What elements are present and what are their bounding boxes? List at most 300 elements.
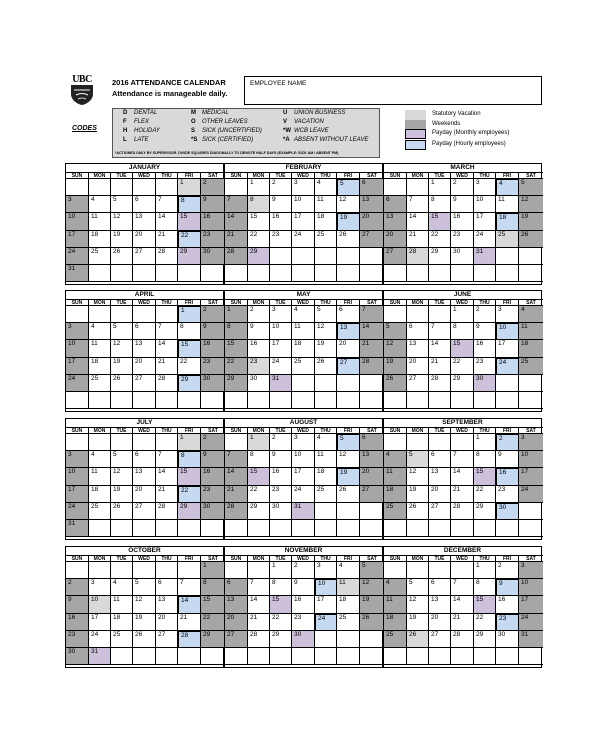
day-cell[interactable]: 4 [496,179,519,196]
day-cell[interactable]: 1 [429,179,451,196]
day-cell[interactable]: 24 [270,358,292,375]
day-cell[interactable]: 21 [178,614,201,631]
day-cell[interactable]: 1 [248,179,270,196]
day-cell[interactable]: 14 [225,213,248,230]
day-cell[interactable]: 24 [519,486,543,503]
day-cell[interactable]: 21 [225,231,248,248]
day-cell[interactable]: 1 [451,306,474,323]
day-cell[interactable]: 14 [407,213,429,230]
day-cell[interactable]: 28 [178,631,201,648]
day-cell[interactable]: 1 [178,179,201,196]
day-cell[interactable]: 13 [133,468,156,485]
day-cell[interactable]: 30 [496,503,519,520]
day-cell[interactable]: 3 [66,323,89,340]
day-cell[interactable]: 4 [519,306,543,323]
day-cell[interactable]: 12 [407,468,429,485]
day-cell[interactable]: 23 [496,486,519,503]
day-cell[interactable]: 2 [474,306,496,323]
day-cell[interactable]: 2 [292,562,315,579]
day-cell[interactable]: 2 [248,306,270,323]
day-cell[interactable]: 9 [248,323,270,340]
day-cell[interactable]: 10 [270,323,292,340]
day-cell[interactable]: 8 [248,451,270,468]
day-cell[interactable]: 23 [66,631,89,648]
day-cell[interactable]: 30 [201,503,225,520]
day-cell[interactable]: 11 [89,340,111,357]
day-cell[interactable]: 9 [270,451,292,468]
day-cell[interactable]: 22 [270,614,292,631]
day-cell[interactable]: 13 [407,340,429,357]
day-cell[interactable]: 12 [315,323,337,340]
day-cell[interactable]: 18 [89,486,111,503]
day-cell[interactable]: 18 [292,340,315,357]
day-cell[interactable]: 11 [111,596,133,613]
day-cell[interactable]: 30 [248,375,270,392]
day-cell[interactable]: 12 [337,451,360,468]
day-cell[interactable]: 11 [519,323,543,340]
day-cell[interactable]: 18 [384,614,407,631]
day-cell[interactable]: 7 [178,579,201,596]
day-cell[interactable]: 29 [178,375,201,392]
day-cell[interactable]: 14 [451,468,474,485]
day-cell[interactable]: 1 [178,434,201,451]
day-cell[interactable]: 23 [451,231,474,248]
day-cell[interactable]: 30 [474,375,496,392]
day-cell[interactable]: 9 [66,596,89,613]
day-cell[interactable]: 5 [407,451,429,468]
day-cell[interactable]: 16 [496,596,519,613]
day-cell[interactable]: 21 [156,358,178,375]
day-cell[interactable]: 29 [248,503,270,520]
day-cell[interactable]: 4 [384,579,407,596]
day-cell[interactable]: 24 [89,631,111,648]
day-cell[interactable]: 29 [429,248,451,265]
day-cell[interactable]: 17 [474,213,496,230]
day-cell[interactable]: 20 [429,486,451,503]
day-cell[interactable]: 17 [292,213,315,230]
day-cell[interactable]: 24 [474,231,496,248]
day-cell[interactable]: 3 [292,434,315,451]
day-cell[interactable]: 27 [133,248,156,265]
day-cell[interactable]: 26 [360,614,384,631]
day-cell[interactable]: 27 [225,631,248,648]
day-cell[interactable]: 8 [451,323,474,340]
day-cell[interactable]: 30 [292,631,315,648]
day-cell[interactable]: 24 [496,358,519,375]
day-cell[interactable]: 14 [156,340,178,357]
day-cell[interactable]: 20 [360,213,384,230]
day-cell[interactable]: 21 [248,614,270,631]
day-cell[interactable]: 30 [496,631,519,648]
day-cell[interactable]: 27 [407,375,429,392]
day-cell[interactable]: 2 [451,179,474,196]
day-cell[interactable]: 22 [178,486,201,503]
day-cell[interactable]: 29 [474,503,496,520]
day-cell[interactable]: 15 [201,596,225,613]
day-cell[interactable]: 13 [429,468,451,485]
day-cell[interactable]: 15 [270,596,292,613]
day-cell[interactable]: 5 [315,306,337,323]
day-cell[interactable]: 10 [292,451,315,468]
day-cell[interactable]: 15 [178,468,201,485]
day-cell[interactable]: 17 [496,340,519,357]
day-cell[interactable]: 9 [451,196,474,213]
day-cell[interactable]: 2 [270,434,292,451]
day-cell[interactable]: 22 [201,614,225,631]
day-cell[interactable]: 31 [66,265,89,282]
day-cell[interactable]: 5 [337,179,360,196]
day-cell[interactable]: 17 [66,231,89,248]
day-cell[interactable]: 19 [111,231,133,248]
day-cell[interactable]: 26 [407,631,429,648]
day-cell[interactable]: 22 [248,231,270,248]
day-cell[interactable]: 16 [201,213,225,230]
day-cell[interactable]: 10 [66,468,89,485]
day-cell[interactable]: 18 [89,231,111,248]
day-cell[interactable]: 2 [201,306,225,323]
day-cell[interactable]: 28 [407,248,429,265]
day-cell[interactable]: 6 [337,306,360,323]
day-cell[interactable]: 24 [66,375,89,392]
day-cell[interactable]: 25 [384,631,407,648]
day-cell[interactable]: 23 [248,358,270,375]
day-cell[interactable]: 1 [270,562,292,579]
day-cell[interactable]: 19 [133,614,156,631]
day-cell[interactable]: 8 [178,451,201,468]
day-cell[interactable]: 6 [429,579,451,596]
day-cell[interactable]: 25 [89,248,111,265]
day-cell[interactable]: 16 [201,468,225,485]
day-cell[interactable]: 5 [337,434,360,451]
day-cell[interactable]: 6 [133,323,156,340]
day-cell[interactable]: 15 [451,340,474,357]
day-cell[interactable]: 26 [315,358,337,375]
day-cell[interactable]: 7 [225,196,248,213]
day-cell[interactable]: 18 [315,213,337,230]
day-cell[interactable]: 3 [496,306,519,323]
day-cell[interactable]: 10 [519,451,543,468]
day-cell[interactable]: 21 [156,486,178,503]
day-cell[interactable]: 5 [111,196,133,213]
day-cell[interactable]: 18 [315,468,337,485]
day-cell[interactable]: 19 [111,358,133,375]
day-cell[interactable]: 5 [519,179,543,196]
day-cell[interactable]: 20 [225,614,248,631]
day-cell[interactable]: 14 [429,340,451,357]
day-cell[interactable]: 12 [133,596,156,613]
day-cell[interactable]: 25 [292,358,315,375]
day-cell[interactable]: 25 [496,231,519,248]
day-cell[interactable]: 21 [360,340,384,357]
day-cell[interactable]: 27 [133,375,156,392]
day-cell[interactable]: 25 [337,614,360,631]
day-cell[interactable]: 20 [133,358,156,375]
day-cell[interactable]: 19 [384,358,407,375]
day-cell[interactable]: 13 [133,340,156,357]
day-cell[interactable]: 25 [519,358,543,375]
day-cell[interactable]: 11 [89,468,111,485]
day-cell[interactable]: 19 [407,486,429,503]
day-cell[interactable]: 9 [496,579,519,596]
day-cell[interactable]: 7 [451,579,474,596]
day-cell[interactable]: 1 [248,434,270,451]
day-cell[interactable]: 11 [384,596,407,613]
day-cell[interactable]: 8 [178,323,201,340]
day-cell[interactable]: 3 [89,579,111,596]
day-cell[interactable]: 13 [360,451,384,468]
day-cell[interactable]: 27 [384,248,407,265]
day-cell[interactable]: 27 [337,358,360,375]
day-cell[interactable]: 3 [270,306,292,323]
day-cell[interactable]: 24 [292,486,315,503]
day-cell[interactable]: 24 [519,614,543,631]
day-cell[interactable]: 9 [292,579,315,596]
day-cell[interactable]: 16 [270,468,292,485]
day-cell[interactable]: 18 [337,596,360,613]
day-cell[interactable]: 8 [474,451,496,468]
day-cell[interactable]: 21 [451,614,474,631]
day-cell[interactable]: 13 [337,323,360,340]
day-cell[interactable]: 6 [407,323,429,340]
day-cell[interactable]: 25 [384,503,407,520]
day-cell[interactable]: 26 [111,503,133,520]
day-cell[interactable]: 26 [407,503,429,520]
day-cell[interactable]: 18 [89,358,111,375]
day-cell[interactable]: 29 [248,248,270,265]
day-cell[interactable]: 30 [66,648,89,665]
day-cell[interactable]: 7 [156,196,178,213]
day-cell[interactable]: 16 [451,213,474,230]
day-cell[interactable]: 4 [337,562,360,579]
day-cell[interactable]: 10 [66,340,89,357]
day-cell[interactable]: 10 [496,323,519,340]
day-cell[interactable]: 28 [429,375,451,392]
day-cell[interactable]: 15 [474,468,496,485]
day-cell[interactable]: 6 [156,579,178,596]
day-cell[interactable]: 19 [407,614,429,631]
day-cell[interactable]: 24 [315,614,337,631]
day-cell[interactable]: 3 [292,179,315,196]
day-cell[interactable]: 9 [270,196,292,213]
day-cell[interactable]: 5 [407,579,429,596]
day-cell[interactable]: 22 [225,358,248,375]
day-cell[interactable]: 12 [519,196,543,213]
day-cell[interactable]: 28 [451,503,474,520]
day-cell[interactable]: 5 [111,323,133,340]
day-cell[interactable]: 2 [201,434,225,451]
day-cell[interactable]: 1 [201,562,225,579]
day-cell[interactable]: 30 [201,375,225,392]
day-cell[interactable]: 23 [292,614,315,631]
day-cell[interactable]: 21 [156,231,178,248]
day-cell[interactable]: 15 [248,468,270,485]
day-cell[interactable]: 7 [156,451,178,468]
day-cell[interactable]: 24 [292,231,315,248]
day-cell[interactable]: 26 [384,375,407,392]
day-cell[interactable]: 20 [337,340,360,357]
day-cell[interactable]: 26 [111,248,133,265]
day-cell[interactable]: 26 [111,375,133,392]
day-cell[interactable]: 18 [111,614,133,631]
day-cell[interactable]: 4 [89,323,111,340]
day-cell[interactable]: 28 [156,503,178,520]
day-cell[interactable]: 1 [474,434,496,451]
day-cell[interactable]: 19 [111,486,133,503]
day-cell[interactable]: 6 [225,579,248,596]
day-cell[interactable]: 26 [337,231,360,248]
day-cell[interactable]: 13 [225,596,248,613]
day-cell[interactable]: 6 [429,451,451,468]
day-cell[interactable]: 11 [292,323,315,340]
day-cell[interactable]: 22 [248,486,270,503]
day-cell[interactable]: 20 [429,614,451,631]
day-cell[interactable]: 12 [111,213,133,230]
day-cell[interactable]: 9 [201,451,225,468]
day-cell[interactable]: 12 [384,340,407,357]
day-cell[interactable]: 27 [133,503,156,520]
day-cell[interactable]: 29 [225,375,248,392]
day-cell[interactable]: 27 [360,486,384,503]
day-cell[interactable]: 2 [270,179,292,196]
day-cell[interactable]: 31 [66,520,89,537]
day-cell[interactable]: 25 [111,631,133,648]
day-cell[interactable]: 17 [270,340,292,357]
day-cell[interactable]: 14 [225,468,248,485]
day-cell[interactable]: 10 [474,196,496,213]
day-cell[interactable]: 6 [360,179,384,196]
day-cell[interactable]: 10 [315,579,337,596]
day-cell[interactable]: 23 [270,486,292,503]
day-cell[interactable]: 29 [270,631,292,648]
day-cell[interactable]: 13 [429,596,451,613]
day-cell[interactable]: 27 [360,231,384,248]
day-cell[interactable]: 8 [178,196,201,213]
day-cell[interactable]: 7 [225,451,248,468]
day-cell[interactable]: 23 [201,358,225,375]
day-cell[interactable]: 18 [519,340,543,357]
day-cell[interactable]: 13 [156,596,178,613]
day-cell[interactable]: 6 [384,196,407,213]
day-cell[interactable]: 7 [248,579,270,596]
day-cell[interactable]: 11 [496,196,519,213]
day-cell[interactable]: 18 [384,486,407,503]
day-cell[interactable]: 17 [519,468,543,485]
day-cell[interactable]: 14 [156,213,178,230]
day-cell[interactable]: 17 [519,596,543,613]
day-cell[interactable]: 16 [496,468,519,485]
day-cell[interactable]: 20 [156,614,178,631]
day-cell[interactable]: 8 [429,196,451,213]
day-cell[interactable]: 4 [315,179,337,196]
day-cell[interactable]: 14 [178,596,201,613]
day-cell[interactable]: 11 [337,579,360,596]
day-cell[interactable]: 11 [315,196,337,213]
day-cell[interactable]: 3 [315,562,337,579]
day-cell[interactable]: 4 [89,451,111,468]
day-cell[interactable]: 9 [496,451,519,468]
day-cell[interactable]: 23 [474,358,496,375]
day-cell[interactable]: 20 [360,468,384,485]
day-cell[interactable]: 31 [519,631,543,648]
day-cell[interactable]: 23 [201,486,225,503]
day-cell[interactable]: 16 [248,340,270,357]
day-cell[interactable]: 2 [496,434,519,451]
day-cell[interactable]: 16 [292,596,315,613]
day-cell[interactable]: 20 [384,231,407,248]
day-cell[interactable]: 9 [474,323,496,340]
day-cell[interactable]: 13 [384,213,407,230]
day-cell[interactable]: 23 [201,231,225,248]
day-cell[interactable]: 23 [496,614,519,631]
day-cell[interactable]: 22 [429,231,451,248]
day-cell[interactable]: 5 [133,579,156,596]
day-cell[interactable]: 8 [201,579,225,596]
day-cell[interactable]: 29 [178,503,201,520]
day-cell[interactable]: 19 [360,596,384,613]
day-cell[interactable]: 7 [156,323,178,340]
day-cell[interactable]: 31 [474,248,496,265]
day-cell[interactable]: 19 [315,340,337,357]
day-cell[interactable]: 20 [133,231,156,248]
day-cell[interactable]: 21 [451,486,474,503]
day-cell[interactable]: 26 [519,231,543,248]
day-cell[interactable]: 10 [292,196,315,213]
day-cell[interactable]: 4 [384,451,407,468]
day-cell[interactable]: 18 [496,213,519,230]
day-cell[interactable]: 28 [156,375,178,392]
day-cell[interactable]: 12 [337,196,360,213]
day-cell[interactable]: 7 [451,451,474,468]
day-cell[interactable]: 29 [201,631,225,648]
day-cell[interactable]: 6 [360,434,384,451]
day-cell[interactable]: 4 [89,196,111,213]
day-cell[interactable]: 7 [407,196,429,213]
day-cell[interactable]: 30 [451,248,474,265]
day-cell[interactable]: 31 [89,648,111,665]
day-cell[interactable]: 4 [111,579,133,596]
day-cell[interactable]: 20 [133,486,156,503]
day-cell[interactable]: 1 [225,306,248,323]
day-cell[interactable]: 31 [292,503,315,520]
day-cell[interactable]: 2 [496,562,519,579]
day-cell[interactable]: 1 [178,306,201,323]
day-cell[interactable]: 19 [519,213,543,230]
day-cell[interactable]: 14 [451,596,474,613]
day-cell[interactable]: 3 [66,196,89,213]
day-cell[interactable]: 5 [360,562,384,579]
day-cell[interactable]: 25 [315,486,337,503]
day-cell[interactable]: 9 [201,323,225,340]
day-cell[interactable]: 2 [201,179,225,196]
day-cell[interactable]: 21 [429,358,451,375]
day-cell[interactable]: 12 [407,596,429,613]
day-cell[interactable]: 3 [519,434,543,451]
day-cell[interactable]: 11 [315,451,337,468]
day-cell[interactable]: 7 [360,306,384,323]
day-cell[interactable]: 29 [178,248,201,265]
day-cell[interactable]: 21 [407,231,429,248]
day-cell[interactable]: 9 [201,196,225,213]
day-cell[interactable]: 25 [89,375,111,392]
day-cell[interactable]: 14 [360,323,384,340]
day-cell[interactable]: 16 [474,340,496,357]
day-cell[interactable]: 6 [133,196,156,213]
day-cell[interactable]: 17 [66,486,89,503]
day-cell[interactable]: 15 [474,596,496,613]
day-cell[interactable]: 21 [225,486,248,503]
day-cell[interactable]: 10 [519,579,543,596]
day-cell[interactable]: 8 [270,579,292,596]
